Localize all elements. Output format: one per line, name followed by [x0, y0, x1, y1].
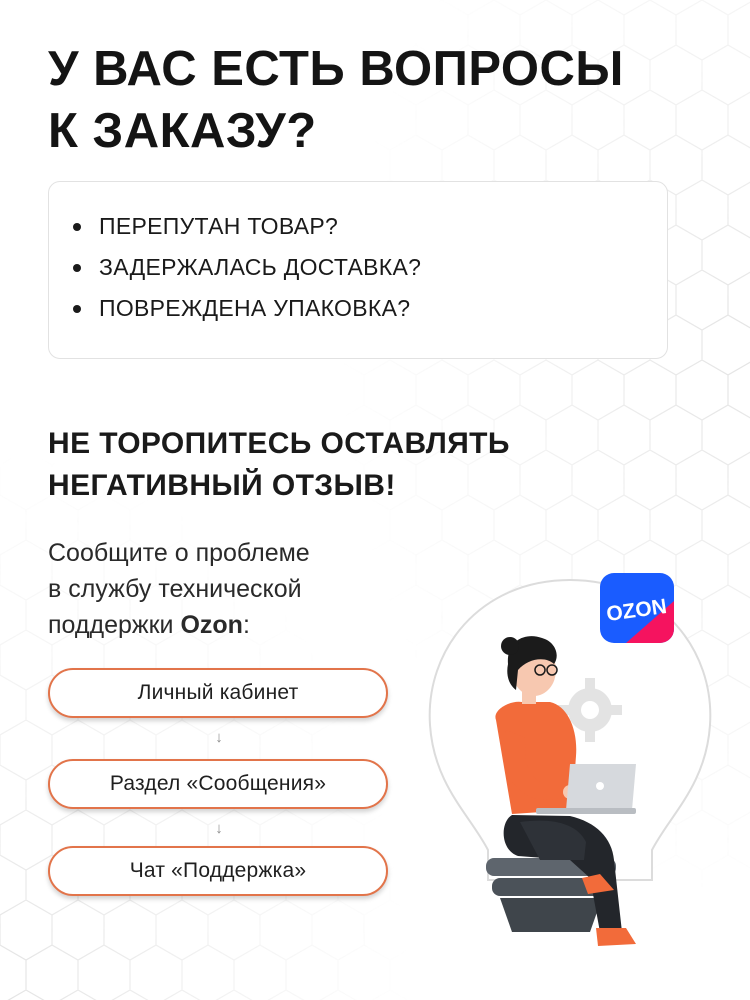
page-title-line-1: У ВАС ЕСТЬ ВОПРОСЫ: [48, 42, 624, 96]
arrow-down-icon: ↓: [215, 820, 223, 837]
question-item: ПЕРЕПУТАН ТОВАР?: [69, 206, 647, 247]
ozon-logo-text: OZON: [605, 594, 669, 627]
support-info-brand: Ozon: [180, 611, 243, 639]
arrow-down-icon: ↓: [215, 729, 223, 746]
questions-box: [48, 181, 668, 359]
step-personal-account[interactable]: Личный кабинет: [48, 668, 388, 718]
question-item: ПОВРЕЖДЕНА УПАКОВКА?: [69, 288, 647, 329]
questions-list: [69, 206, 647, 329]
page-title: [48, 38, 728, 162]
question-item: ЗАДЕРЖАЛАСЬ ДОСТАВКА?: [69, 247, 647, 288]
step-support-chat[interactable]: Чат «Поддержка»: [48, 846, 388, 896]
woman-laptop-illustration: [400, 560, 740, 980]
support-info-suffix: :: [242, 611, 250, 639]
support-info-line-1: Сообщите о проблеме: [48, 539, 310, 567]
warning-heading: [48, 423, 688, 507]
support-info-prefix: поддержки: [48, 611, 181, 639]
ozon-logo: [600, 573, 674, 643]
warning-line-1: НЕ ТОРОПИТЕСЬ ОСТАВЛЯТЬ: [48, 427, 510, 460]
page-title-line-2: К ЗАКАЗУ?: [48, 104, 317, 158]
step-messages-section[interactable]: Раздел «Сообщения»: [48, 759, 388, 809]
support-info-line-2: в службу технической: [48, 575, 302, 603]
warning-line-2: НЕГАТИВНЫЙ ОТЗЫВ!: [48, 469, 396, 502]
